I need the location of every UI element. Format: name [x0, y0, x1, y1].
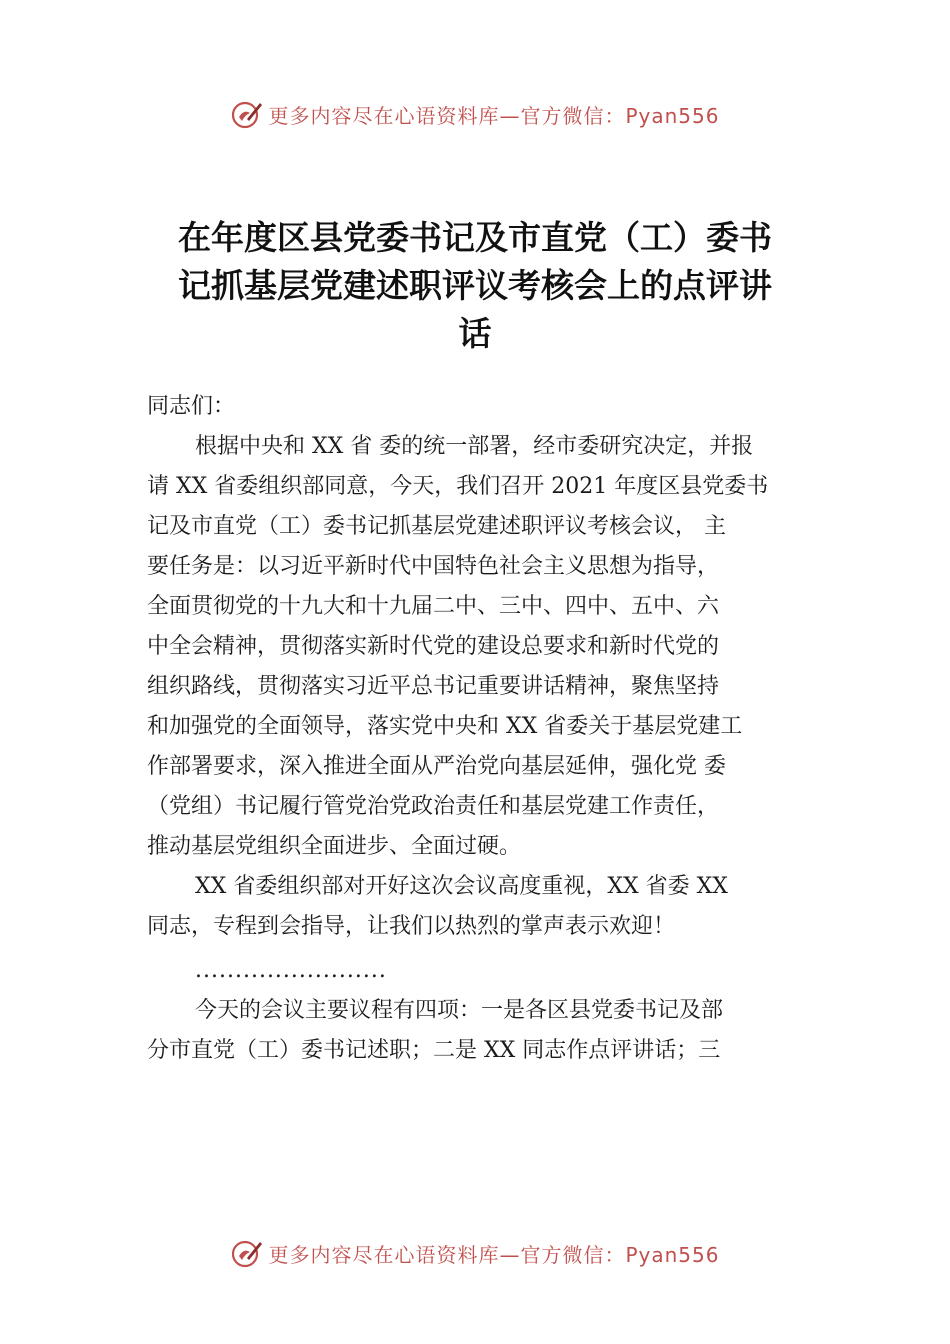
footer-banner: [0, 1233, 950, 1273]
paragraph-line: 根据中央和 XX 省 委的统一部署，经市委研究决定，并报: [195, 434, 754, 459]
paragraph-line: （党组）书记履行管党治党政治责任和基层党建工作责任，: [147, 794, 720, 819]
paragraph-line: 组织路线，贯彻落实习近平总书记重要讲话精神，聚焦坚持: [147, 674, 720, 699]
title-line: 在年度区县党委书记及市直党（工）委书: [178, 218, 772, 257]
pen-logo-icon: [230, 97, 264, 131]
header-banner-text: 更多内容尽在心语资料库—官方微信：Pyan556: [268, 103, 720, 128]
paragraph-2: [147, 867, 837, 947]
title-line: 记抓基层党建述职评议考核会上的点评讲: [178, 266, 772, 305]
document-title: [150, 214, 800, 358]
header-banner: [0, 94, 950, 134]
paragraph-line: 中全会精神，贯彻落实新时代党的建设总要求和新时代党的: [147, 634, 720, 659]
ellipsis-line: ........................: [195, 958, 387, 983]
paragraph-3: [147, 991, 837, 1071]
paragraph-line: 同志，专程到会指导，让我们以热烈的掌声表示欢迎！: [147, 914, 676, 939]
footer-banner-text: 更多内容尽在心语资料库—官方微信：Pyan556: [268, 1242, 720, 1267]
salutation: 同志们：: [147, 394, 236, 419]
pen-logo-icon: [230, 1236, 264, 1270]
paragraph-line: 请 XX 省委组织部同意，今天，我们召开 2021 年度区县党委书: [147, 474, 769, 499]
paragraph-line: 今天的会议主要议程有四项：一是各区县党委书记及部: [195, 998, 724, 1023]
paragraph-line: 作部署要求，深入推进全面从严治党向基层延伸，强化党 委: [147, 754, 726, 779]
document-body: [147, 387, 837, 1071]
paragraph-line: XX 省委组织部对开好这次会议高度重视，XX 省委 XX: [195, 874, 728, 899]
paragraph-line: 推动基层党组织全面进步、全面过硬。: [147, 834, 522, 859]
title-line: 话: [458, 314, 492, 353]
paragraph-line: 全面贯彻党的十九大和十九届二中、三中、四中、五中、六: [147, 594, 720, 619]
paragraph-1: [147, 427, 837, 867]
paragraph-line: 记及市直党（工）委书记抓基层党建述职评议考核会议， 主: [147, 514, 726, 539]
paragraph-line: 要任务是：以习近平新时代中国特色社会主义思想为指导，: [147, 554, 720, 579]
paragraph-line: 分市直党（工）委书记述职；二是 XX 同志作点评讲话；三: [147, 1038, 721, 1063]
paragraph-line: 和加强党的全面领导，落实党中央和 XX 省委关于基层党建工: [147, 714, 743, 739]
